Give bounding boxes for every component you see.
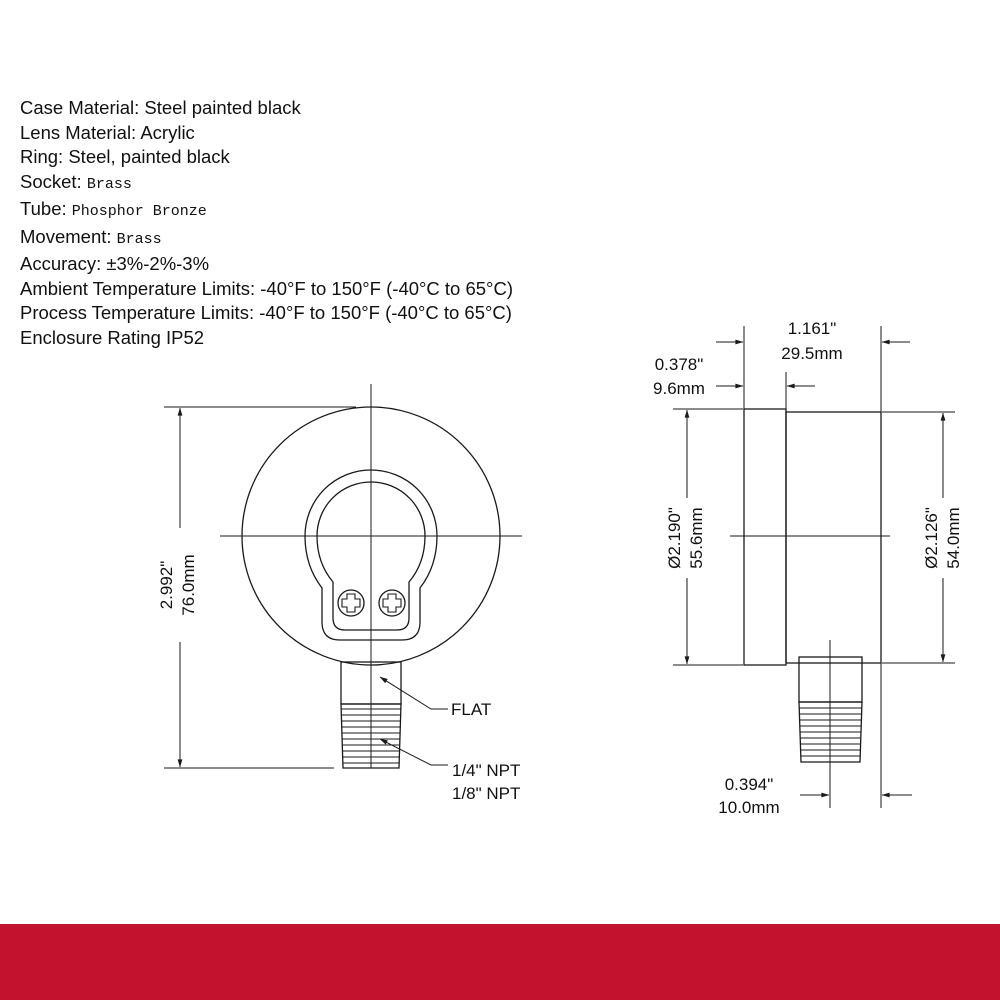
spec-label: Lens Material:	[20, 121, 137, 143]
stem-in-label: 0.394"	[724, 775, 774, 794]
spec-label: Ring:	[20, 146, 64, 167]
screw-right	[379, 590, 405, 616]
thread-leader	[380, 739, 448, 765]
depth-in-label: 1.161"	[787, 319, 837, 338]
height-in-label: 2.992"	[157, 560, 176, 610]
spec-value: Phosphor Bronze	[71, 203, 207, 220]
dia-front-mm-label: 55.6mm	[687, 507, 706, 569]
spec-value: Steel painted black	[144, 97, 301, 118]
spec-label: Case Material:	[20, 97, 140, 118]
spec-label: Socket:	[20, 170, 82, 192]
spec-label: Ambient Temperature Limits:	[20, 277, 256, 299]
dia-case-in-label: Ø2.126"	[922, 507, 941, 569]
spec-value: -40°F to 150°F (-40°C to 65°C)	[260, 277, 513, 299]
spec-value: -40°F to 150°F (-40°C to 65°C)	[259, 302, 512, 323]
spec-value: Brass	[86, 175, 132, 193]
spec-value: IP52	[166, 326, 205, 348]
thread-label-1: 1/4" NPT	[452, 761, 521, 780]
bezel-mm-label: 9.6mm	[653, 379, 705, 398]
spec-value: Acrylic	[140, 121, 195, 143]
thread-label-2: 1/8" NPT	[452, 784, 521, 803]
stem-mm-label: 10.0mm	[718, 798, 780, 817]
side-bezel	[744, 409, 786, 665]
side-view	[673, 326, 955, 808]
side-case	[786, 412, 881, 663]
spec-value: ±3%-2%-3%	[106, 253, 210, 274]
dia-front-in-label: Ø2.190"	[665, 507, 684, 569]
spec-value: Brass	[116, 230, 162, 248]
dia-case-mm-label: 54.0mm	[944, 507, 963, 569]
footer-band	[0, 924, 1000, 1000]
spec-label: Enclosure Rating	[20, 326, 161, 348]
spec-label: Tube:	[20, 198, 67, 219]
spec-value: Steel, painted black	[68, 146, 230, 167]
bezel-in-label: 0.378"	[654, 355, 704, 374]
spec-label: Movement:	[20, 225, 112, 247]
depth-mm-label: 29.5mm	[781, 344, 843, 363]
height-mm-label: 76.0mm	[179, 554, 198, 616]
flat-label: FLAT	[451, 700, 492, 719]
spec-label: Process Temperature Limits:	[20, 302, 255, 323]
screw-left	[338, 590, 364, 616]
spec-label: Accuracy:	[20, 253, 102, 274]
